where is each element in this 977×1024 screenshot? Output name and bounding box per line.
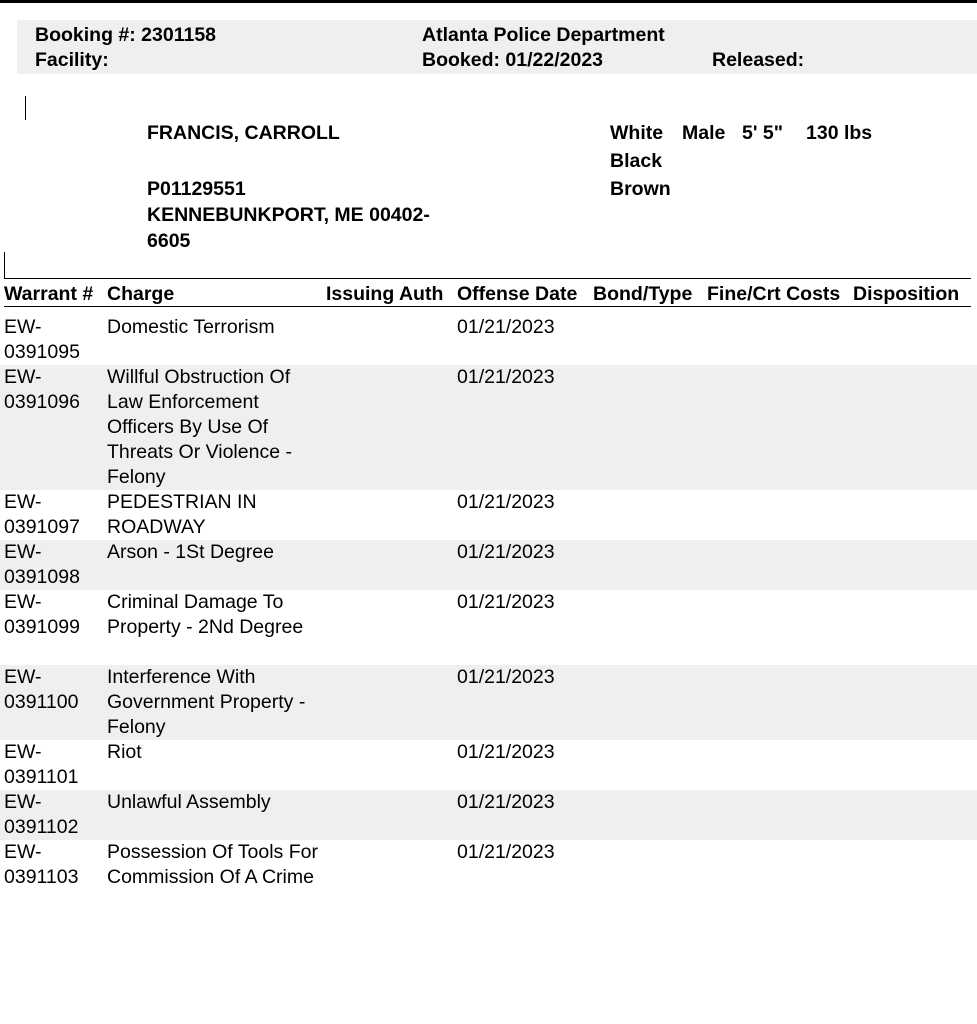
offense-date: 01/21/2023 (457, 491, 555, 513)
warrant-number: EW-0391096 (4, 366, 80, 413)
charge: Possession Of Tools For Commission Of A Crime (107, 841, 318, 888)
table-row (0, 665, 977, 740)
text-cursor-mark (25, 96, 26, 120)
sex: Male (682, 122, 726, 144)
col-disposition-header: Disposition (853, 283, 960, 305)
person-id: P01129551 (147, 178, 246, 200)
warrant-number: EW-0391099 (4, 591, 80, 638)
charge: Arson - 1St Degree (107, 541, 274, 563)
table-row (0, 365, 977, 490)
hair-color: Black (610, 150, 663, 172)
table-row (0, 790, 977, 840)
offense-date: 01/21/2023 (457, 541, 555, 563)
offense-date: 01/21/2023 (457, 366, 555, 388)
warrant-number: EW-0391101 (4, 741, 79, 788)
table-row (0, 590, 977, 665)
warrant-number: EW-0391098 (4, 541, 80, 588)
offense-date: 01/21/2023 (457, 841, 555, 863)
address-line-2: 6605 (147, 230, 191, 252)
table-top-rule (4, 278, 971, 279)
offense-date: 01/21/2023 (457, 591, 555, 613)
offense-date: 01/21/2023 (457, 666, 555, 688)
booking-number: Booking #: 2301158 (35, 24, 217, 46)
charge: Unlawful Assembly (107, 791, 271, 813)
height: 5' 5" (742, 122, 783, 144)
table-row (0, 490, 977, 540)
table-row (0, 540, 977, 590)
charge: Criminal Damage To Property - 2Nd Degree (107, 591, 304, 638)
weight: 130 lbs (806, 122, 873, 144)
charge: Willful Obstruction Of Law Enforcement Officers By Use Of Threats Or Violence - Felony (107, 366, 292, 488)
eye-color: Brown (610, 178, 671, 200)
warrant-number: EW-0391103 (4, 841, 79, 888)
col-fine-costs-header: Fine/Crt Costs (707, 283, 841, 305)
person-name: FRANCIS, CARROLL (147, 122, 340, 144)
offense-date: 01/21/2023 (457, 316, 555, 338)
agency-name: Atlanta Police Department (422, 24, 665, 46)
warrant-number: EW-0391100 (4, 666, 79, 713)
race: White (610, 122, 664, 144)
table-row (0, 740, 977, 790)
col-bond-type-header: Bond/Type (593, 283, 693, 305)
top-rule (0, 0, 977, 3)
warrant-number: EW-0391095 (4, 316, 80, 363)
booked-date: Booked: 01/22/2023 (422, 49, 604, 71)
charge: Riot (107, 741, 142, 763)
charge: Interference With Government Property - Felony (107, 666, 306, 738)
facility-label: Facility: (35, 49, 109, 71)
released-label: Released: (712, 49, 805, 71)
table-row (0, 840, 977, 915)
charge: PEDESTRIAN IN ROADWAY (107, 491, 257, 538)
warrant-number: EW-0391097 (4, 491, 80, 538)
col-issuing-auth-header: Issuing Auth (326, 283, 444, 305)
col-offense-date-header: Offense Date (457, 283, 578, 305)
offense-date: 01/21/2023 (457, 741, 555, 763)
col-warrant-header: Warrant # (4, 283, 94, 305)
warrant-number: EW-0391102 (4, 791, 79, 838)
table-header-rule (4, 306, 971, 307)
address-line-1: KENNEBUNKPORT, ME 00402- (147, 204, 430, 226)
charge: Domestic Terrorism (107, 316, 275, 338)
offense-date: 01/21/2023 (457, 791, 555, 813)
section-mark (4, 252, 5, 278)
table-row (0, 315, 977, 365)
col-charge-header: Charge (107, 283, 175, 305)
